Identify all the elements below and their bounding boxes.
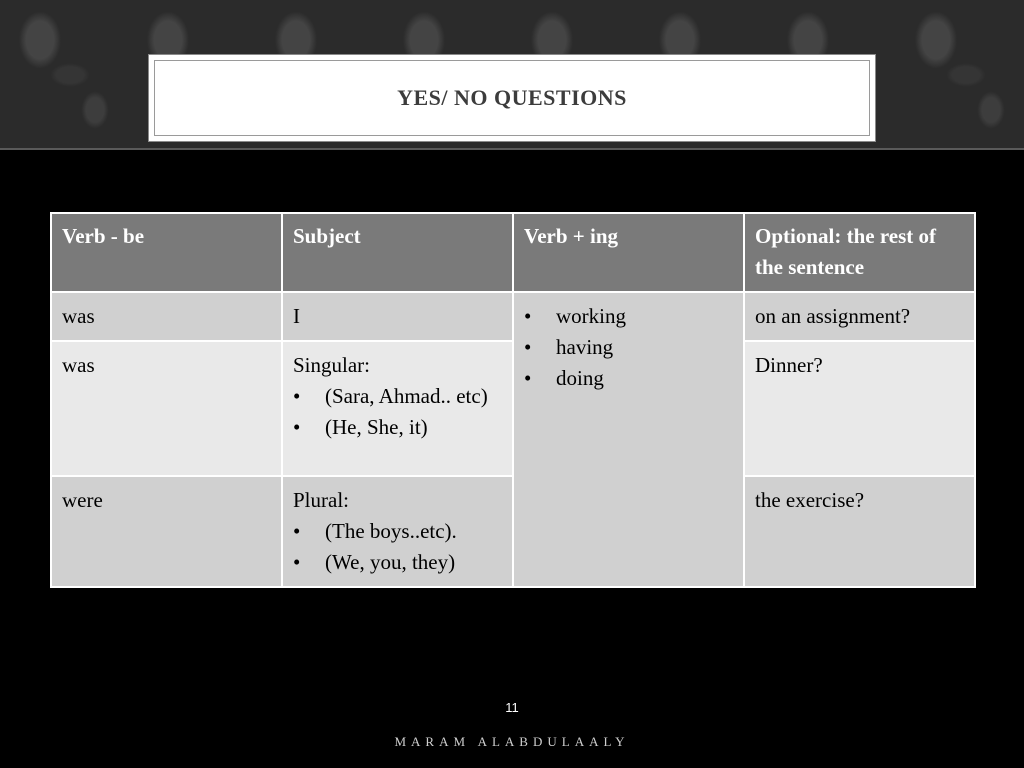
list-item: • doing [524,363,733,394]
page-number: 11 [505,700,519,715]
cell-verb-be: was [51,292,282,341]
header-verb-be: Verb - be [51,213,282,292]
list-item: • (We, you, they) [293,547,502,578]
list-item: • (He, She, it) [293,412,502,443]
cell-verb-be: were [51,476,282,587]
cell-rest: the exercise? [744,476,975,587]
list-item: • (The boys..etc). [293,516,502,547]
header-subject: Subject [282,213,513,292]
table-row [51,292,975,341]
cell-subject: I [282,292,513,341]
subject-label: Plural: [293,488,349,512]
cell-verb-be: was [51,341,282,476]
subject-list [293,381,502,443]
title-box [149,55,875,141]
list-item: • (Sara, Ahmad.. etc) [293,381,502,412]
subject-list [293,516,502,578]
slide-title: YES/ NO QUESTIONS [397,85,627,110]
cell-verb-ing [513,292,744,587]
cell-rest: Dinner? [744,341,975,476]
header-verb-ing: Verb + ing [513,213,744,292]
verb-ing-list [524,301,733,394]
table-header-row [51,213,975,292]
cell-subject [282,341,513,476]
list-item: • working [524,301,733,332]
grammar-table [50,212,976,588]
list-item: • having [524,332,733,363]
footer-author: MARAM ALABDULAALY [394,734,630,749]
subject-label: Singular: [293,353,370,377]
header-optional-rest: Optional: the rest of the sentence [744,213,975,292]
cell-subject [282,476,513,587]
cell-rest: on an assignment? [744,292,975,341]
